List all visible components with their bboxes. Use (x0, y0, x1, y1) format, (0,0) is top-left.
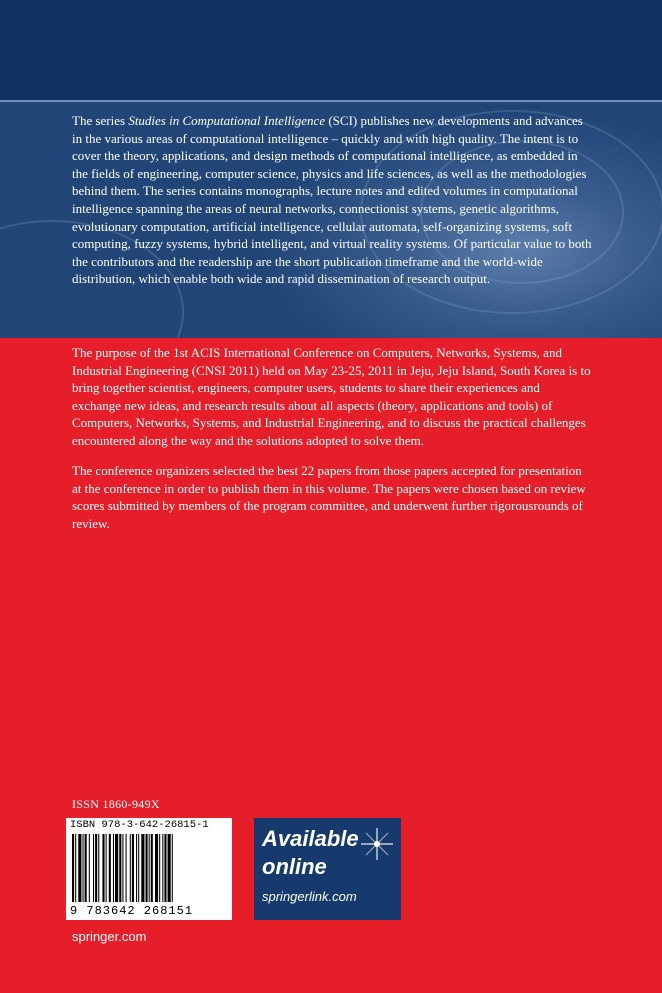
barcode-bar (93, 834, 94, 902)
barcode-bar (106, 834, 107, 902)
conference-description: The purpose of the 1st ACIS International Conference on Computers, Networks, Systems, and Industrial Engineering (CNSI 2011) held on May 23-25, 2011 in Jeju, Jeju Island, South Korea is to bring together scientist, engineers, computer users, students to share their experiences and exchange new ideas, and research results about all aspects (theory, applications and tools) of Computers, Networks, Systems, and Industrial Engineering, and to discuss the practical challenges encountered along the way and the solutions adopted to solve them. (72, 345, 591, 448)
sparkle-icon (359, 826, 395, 862)
barcode-bar (83, 834, 84, 902)
springerlink-link[interactable]: springerlink.com (262, 889, 357, 904)
publisher-url[interactable]: springer.com (72, 929, 147, 944)
issn-label: ISSN 1860-949X (72, 797, 160, 811)
barcode-bar (172, 834, 173, 902)
barcode-bar (151, 834, 153, 902)
barcode-bar (168, 834, 171, 902)
series-description (72, 112, 592, 288)
available-online-badge[interactable] (254, 818, 401, 920)
barcode-bars (70, 834, 228, 904)
barcode-bar (136, 834, 137, 902)
barcode-bar (75, 834, 76, 902)
barcode-bar (146, 834, 148, 902)
series-text-rest: (SCI) publishes new developments and advances in the various areas of computational intelligence – quickly and with high quality. The intent is to cover the theory, applications, and design methods of computational intelligence, as embedded in the fields of engineering, computer science, physics and life sciences, as well as the methodologies behind them. The series contains monographs, lecture notes and edited volumes in computational intelligence spanning the areas of neural networks, connectionist systems, genetic algorithms, evolutionary computation, artificial intelligence, cellular automata, self-organizing systems, soft computing, fuzzy systems, hybrid intelligent, and virtual reality systems. Of particular value to both the contributors and the readership are the short publication timeframe and the world-wide distribution, which enable both wide and rapid dissemination of research output. (72, 113, 592, 287)
series-text-start: The series (72, 113, 129, 128)
barcode-bar (98, 834, 99, 902)
isbn-barcode (66, 818, 232, 920)
barcode-bar (109, 834, 111, 902)
barcode-bar (78, 834, 81, 902)
barcode-digits: 9 783642 268151 (70, 904, 194, 918)
barcode-bar (162, 834, 163, 902)
badge-line-available: Available (262, 826, 359, 851)
panel-top-edge (0, 100, 662, 102)
barcode-bar (113, 834, 114, 902)
barcode-bar (85, 834, 87, 902)
barcode-bar (138, 834, 139, 902)
barcode-bar (164, 834, 166, 902)
barcode-bar (155, 834, 158, 902)
barcode-bar (159, 834, 160, 902)
barcode-bar (119, 834, 121, 902)
barcode-bar (126, 834, 127, 902)
barcode-bar (115, 834, 118, 902)
barcode-bar (95, 834, 97, 902)
barcode-bar (102, 834, 104, 902)
badge-line-online: online (262, 854, 327, 879)
barcode-bar (132, 834, 134, 902)
barcode-bar (89, 834, 90, 902)
barcode-bar (130, 834, 131, 902)
barcode-bar (141, 834, 144, 902)
barcode-bar (122, 834, 123, 902)
barcode-bar (72, 834, 74, 902)
series-title: Studies in Computational Intelligence (128, 113, 326, 128)
paper-selection-description: The conference organizers selected the best 22 papers from those papers accepted for presentation at the conference in order to publish them in this volume. The papers were chosen based on review scores submitted by members of the program committee, and underwent further rigorousrounds of review. (72, 463, 586, 531)
isbn-text: ISBN 978-3-642-26815-1 (70, 819, 209, 831)
top-navy-band (0, 0, 662, 100)
barcode-bar (149, 834, 150, 902)
